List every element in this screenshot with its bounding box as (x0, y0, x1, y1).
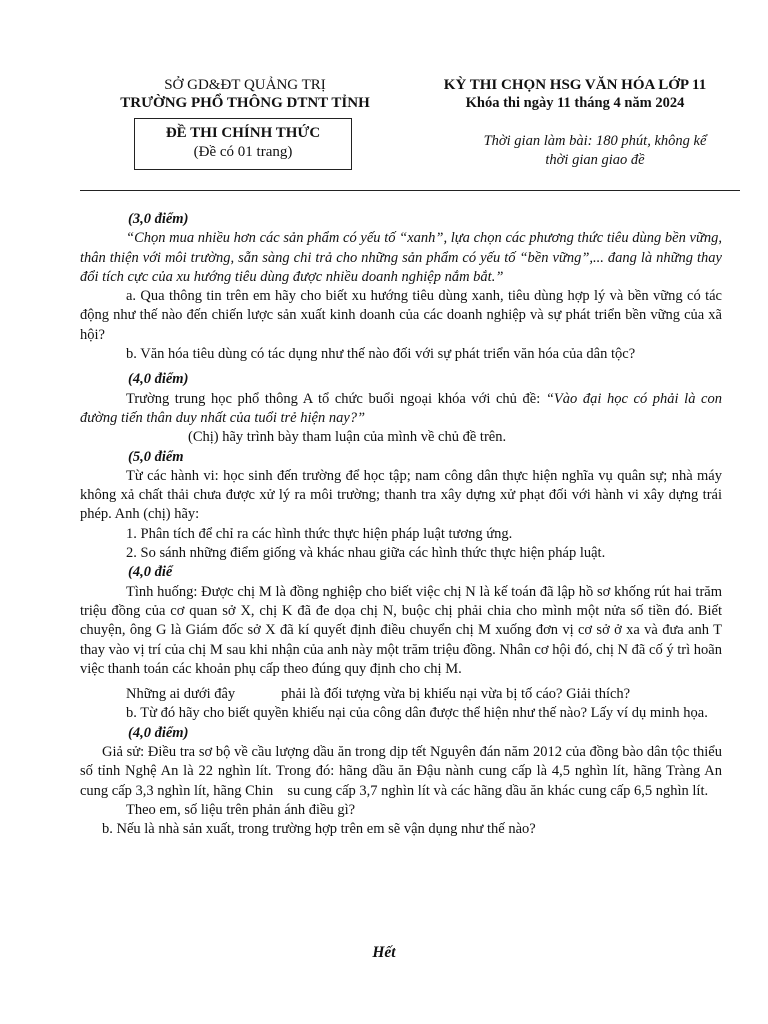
q5-text (80, 743, 722, 801)
q1-points: (3,0 điểm) (128, 211, 189, 227)
q3-text: Từ các hành vi: học sinh đến trường để học tập; nam công dân thực hiện nghĩa vụ quân sự; nhà máy không xả chất thải chưa được xử lý ra môi trường; thanh tra xây dựng xử phạt đối với hành vi xây dựng trái phép. Anh (chị) hãy: (80, 467, 722, 523)
q1-part-b: b. Văn hóa tiêu dùng có tác dụng như thế nào đối với sự phát triển văn hóa của dân tộc? (126, 346, 636, 363)
q5-text-2: su cung cấp 3,7 nghìn lít và các hãng dầu ăn khác cung cấp 6,5 nghìn lít. (287, 782, 709, 799)
school-name: TRƯỜNG PHỔ THÔNG DTNT TỈNH (120, 95, 370, 111)
q4-part-a-2: phải là đối tượng vừa bị khiếu nại vừa bị tố cáo? Giải thích? (281, 686, 631, 703)
page-count: (Đề có 01 trang) (193, 144, 293, 160)
q3-item-2: 2. So sánh những điểm giống và khác nhau giữa các hình thức thực hiện pháp luật. (126, 545, 606, 562)
official-title: ĐỀ THI CHÍNH THỨC (165, 125, 321, 141)
header-left (90, 76, 400, 112)
time-note (460, 132, 730, 170)
time-note-line-2: thời gian giao đề (545, 152, 645, 168)
q4-situation: Tình huống: Được chị M là đồng nghiệp cho biết việc chị N là kế toán đã lập hồ sơ khống rút hai trăm triệu đồng của cơ quan sở X, chị K đã đe dọa chị N, buộc chị phải chia cho mình một nửa số tiền đó. Biết chuyện, ông G là Giám đốc sở X đã kí quyết định điều chuyển chị M xuống đơn vị cơ sở ở xa và đưa anh T thay vào vị trí của chị M sau khi nhận của anh này một trăm triệu đồng. Nhân cơ hội đó, chị N đã cố ý trì hoãn việc thanh toán các khoản phụ cấp theo đúng quy định cho chị M. (80, 583, 722, 677)
q1-quote: “Chọn mua nhiều hơn các sản phẩm có yếu tố “xanh”, lựa chọn các phương thức tiêu dùng bền vững, thân thiện với môi trường, sẵn sàng chi trả cho những sản phẩm có yếu tố “bền vững”,... đang là những thay đổi tích cực của xu hướng tiêu dùng được nhiều doanh nghiệp nắm bắt.” (80, 230, 722, 285)
q5-points: (4,0 điểm) (128, 724, 189, 741)
q4-part-a-1: Những ai dưới đây (126, 686, 236, 703)
header-divider (80, 190, 740, 191)
q2-points: (4,0 điểm) (128, 371, 189, 388)
q4-part-b: b. Từ đó hãy cho biết quyền khiếu nại của công dân được thể hiện như thế nào? Lấy ví dụ minh họa. (126, 705, 708, 722)
q3-points: (5,0 điểm (128, 448, 184, 465)
exam-date: Khóa thi ngày 11 tháng 4 năm 2024 (465, 95, 685, 111)
official-exam-box (134, 118, 352, 170)
q2-task: (Chị) hãy trình bày tham luận của mình về chủ đề trên. (188, 429, 507, 446)
time-note-line-1: Thời gian làm bài: 180 phút, không kể (483, 133, 707, 149)
q5-part-b: b. Nếu là nhà sản xuất, trong trường hợp trên em sẽ vận dụng như thế nào? (102, 821, 536, 838)
exam-name: KỲ THI CHỌN HSG VĂN HÓA LỚP 11 (443, 77, 707, 93)
q3-item-1: 1. Phân tích để chỉ ra các hình thức thực hiện pháp luật tương ứng. (126, 525, 513, 542)
q2-intro-text: Trường trung học phổ thông A tổ chức buổi ngoại khóa với chủ đề: (126, 390, 546, 407)
q2-intro (80, 390, 722, 429)
department-name: SỞ GD&ĐT QUẢNG TRỊ (164, 77, 326, 93)
q2-topic: “Vào đại học có phải là con đường tiến thân duy nhất của tuổi trẻ hiện nay?” (80, 390, 722, 426)
exam-body (80, 210, 722, 840)
q5-text-1: Giả sử: Điều tra sơ bộ về cầu lượng dầu ăn trong dịp tết Nguyên đán năm 2012 của đồng bào dân tộc thiểu số tỉnh Nghệ An là 22 nghìn lít. Trong đó: hãng dầu ăn Đậu nành cung cấp là 4,5 nghìn lít, hãng Tràng An cung cấp 3,3 nghìn lít, hãng Chin (80, 744, 722, 799)
q4-part-a (80, 685, 722, 704)
q5-part-a: Theo em, số liệu trên phản ánh điều gì? (126, 801, 356, 818)
q1-part-a: a. Qua thông tin trên em hãy cho biết xu hướng tiêu dùng xanh, tiêu dùng hợp lý và bền vững có tác động như thế nào đến chiến lược sản xuất kinh doanh của các doanh nghiệp và sự phát triển bền vững của xã hội? (80, 288, 722, 343)
q4-points: (4,0 điể (128, 564, 173, 581)
end-mark: Hết (372, 944, 396, 961)
header-right (412, 76, 738, 112)
